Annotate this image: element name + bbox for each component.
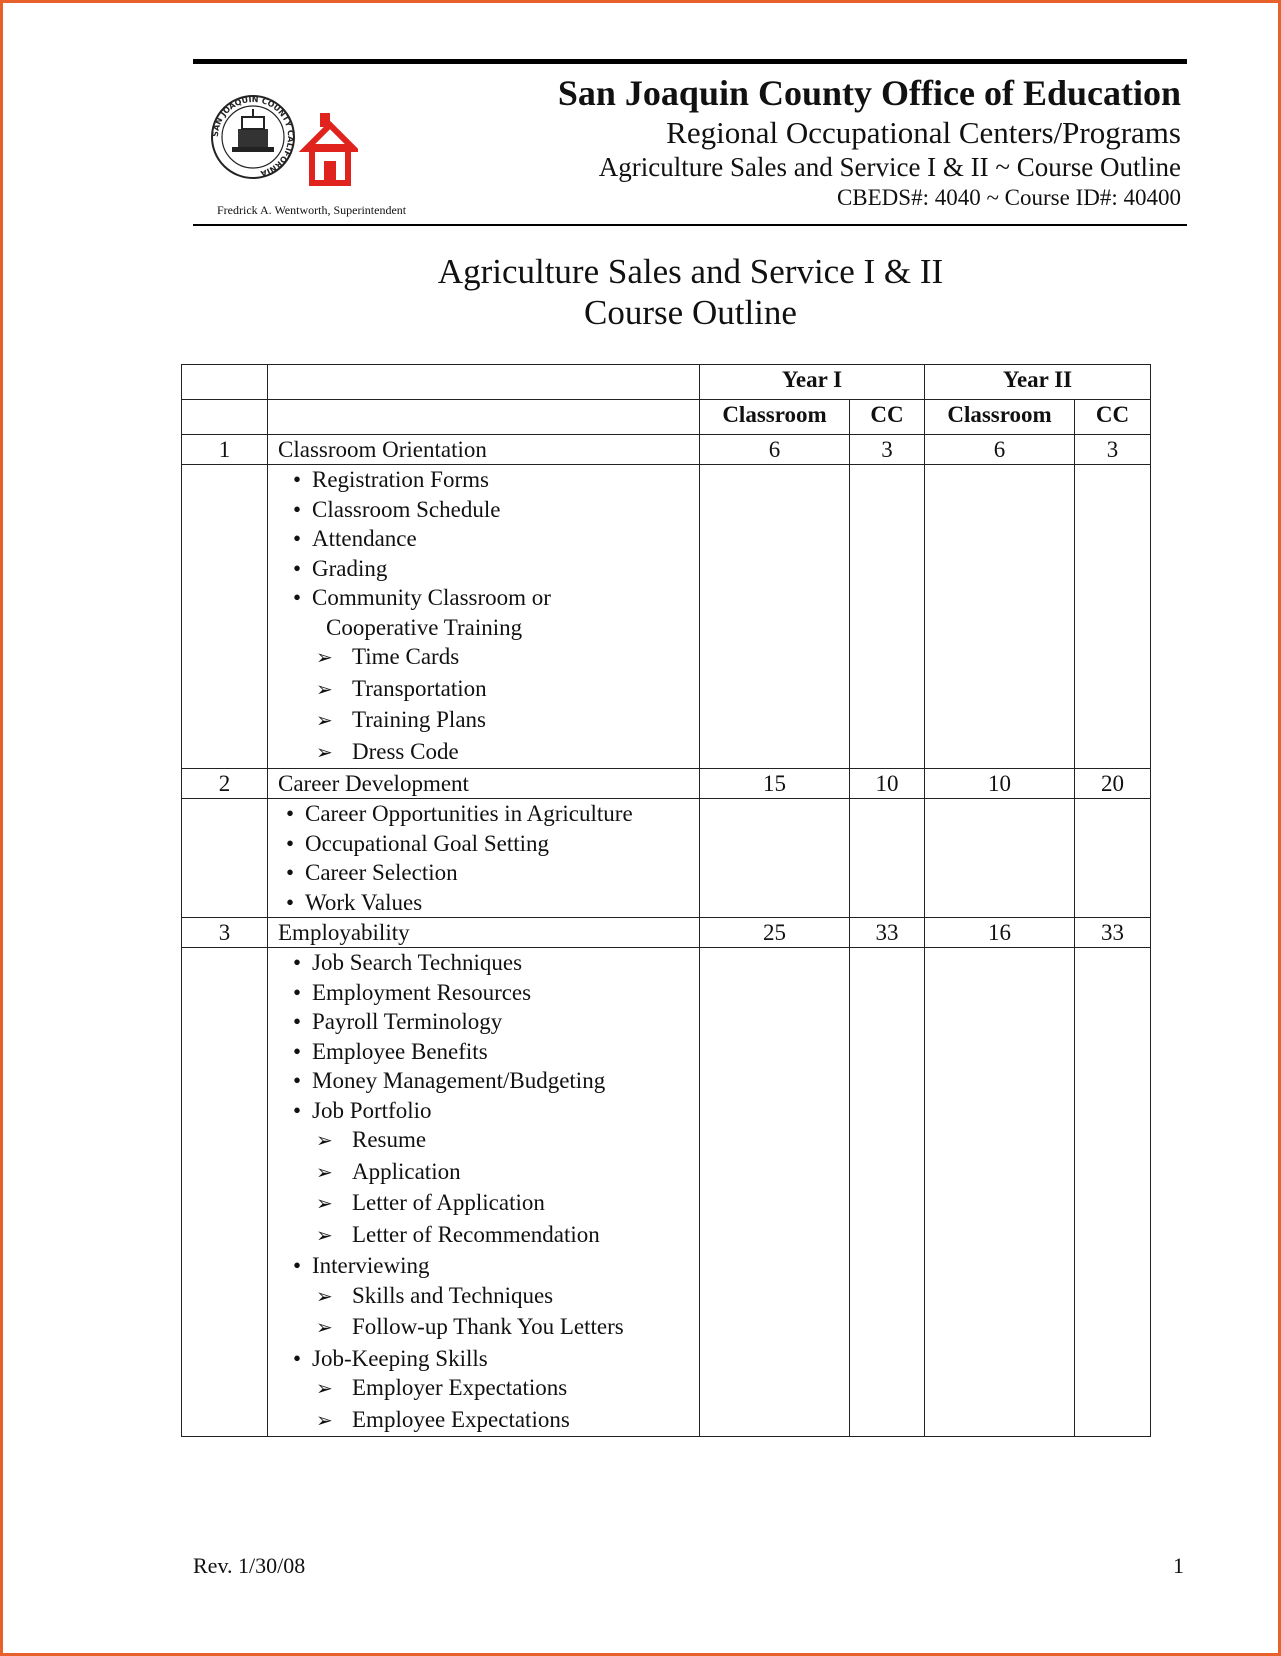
header-bottom-rule (193, 224, 1187, 226)
list-item (268, 554, 699, 584)
topic-list-cell (268, 465, 700, 769)
bullet-icon: • (292, 950, 302, 975)
section-topics-row (182, 948, 1151, 1437)
empty-cell (925, 948, 1075, 1437)
sub-list-item (268, 1157, 699, 1189)
empty-cell (700, 948, 850, 1437)
topic-list-cell (268, 948, 700, 1437)
empty-cell (700, 799, 850, 918)
list-item (268, 1251, 699, 1281)
section-topics-row (182, 465, 1151, 769)
item-text: Career Opportunities in Agriculture (305, 801, 633, 826)
course-outline-table (181, 364, 1151, 1437)
section-title: Classroom Orientation (268, 435, 700, 465)
list-item (268, 1037, 699, 1067)
course-ids: CBEDS#: 4040 ~ Course ID#: 40400 (836, 185, 1181, 210)
revision-date: Rev. 1/30/08 (193, 1553, 306, 1578)
empty-cell (1075, 948, 1151, 1437)
item-text: Payroll Terminology (312, 1009, 503, 1034)
page-number: 1 (1173, 1553, 1184, 1578)
y2-cc-hours: 3 (1075, 435, 1151, 465)
topic-list (268, 948, 699, 1436)
item-text: Community Classroom or (312, 585, 551, 610)
item-text: Resume (352, 1127, 427, 1152)
bullet-icon: • (292, 526, 302, 551)
y2-cc-hours: 33 (1075, 918, 1151, 948)
sub-list-item (268, 1405, 699, 1437)
sub-list-item (268, 1220, 699, 1252)
year-1-header: Year I (700, 365, 925, 400)
sub-list-item (268, 737, 699, 769)
empty-cell (925, 465, 1075, 769)
year-header-row (182, 365, 1151, 400)
list-item (268, 1007, 699, 1037)
arrow-bullet-icon: ➢ (316, 1224, 333, 1247)
year-2-header: Year II (925, 365, 1151, 400)
item-text: Employment Resources (312, 979, 532, 1005)
item-text: Money Management/Budgeting (312, 1068, 606, 1093)
outline-body (182, 435, 1151, 1437)
y2-classroom-header: Classroom (925, 400, 1075, 435)
y2-classroom-hours: 16 (925, 918, 1075, 948)
sub-list-item (268, 1281, 699, 1313)
sub-list-item (268, 705, 699, 737)
item-text: Transportation (352, 675, 487, 701)
item-text: Employer Expectations (352, 1375, 568, 1400)
item-text: Letter of Application (352, 1190, 545, 1215)
sub-list-item (268, 1125, 699, 1157)
section-topics-row (182, 799, 1151, 918)
column-header-row (182, 400, 1151, 435)
arrow-bullet-icon: ➢ (316, 1193, 333, 1215)
topic-list (268, 465, 699, 768)
y1-cc-hours: 33 (850, 918, 925, 948)
empty-cell (182, 948, 268, 1437)
bullet-icon: • (292, 1009, 302, 1034)
program-name: Regional Occupational Centers/Programs (666, 115, 1181, 150)
empty-cell (182, 465, 268, 769)
arrow-bullet-icon: ➢ (316, 1161, 333, 1184)
item-text: Application (352, 1158, 461, 1184)
title-line-1: Agriculture Sales and Service I & II (437, 252, 944, 291)
arrow-bullet-icon: ➢ (316, 1317, 333, 1339)
empty-cell (182, 799, 268, 918)
bullet-icon: • (292, 1345, 302, 1371)
bullet-icon: • (292, 467, 302, 492)
arrow-bullet-icon: ➢ (316, 710, 333, 732)
y2-cc-hours: 20 (1075, 769, 1151, 799)
list-item (268, 799, 699, 829)
empty-cell (925, 799, 1075, 918)
bullet-icon: • (292, 585, 302, 610)
section-title: Career Development (268, 769, 700, 799)
bullet-icon: • (285, 889, 295, 915)
item-text: Follow-up Thank You Letters (352, 1314, 624, 1339)
arrow-bullet-icon: ➢ (316, 647, 333, 669)
sub-list-item (268, 642, 699, 674)
bullet-icon: • (292, 1038, 302, 1064)
sub-list-item (268, 1312, 699, 1344)
arrow-bullet-icon: ➢ (316, 1409, 333, 1432)
y1-classroom-hours: 25 (700, 918, 850, 948)
section-number: 1 (182, 435, 268, 465)
section-row (182, 918, 1151, 948)
list-item (268, 948, 699, 978)
empty-cell (1075, 465, 1151, 769)
empty-cell (700, 465, 850, 769)
empty-cell (850, 465, 925, 769)
item-text: Training Plans (352, 707, 486, 732)
sub-list-item (268, 1373, 699, 1405)
bullet-icon: • (292, 1097, 302, 1123)
bullet-icon: • (292, 1253, 302, 1278)
list-item (268, 858, 699, 888)
y1-cc-header: CC (850, 400, 925, 435)
y1-cc-hours: 3 (850, 435, 925, 465)
header-top-rule (193, 59, 1187, 64)
superintendent-name: Fredrick A. Wentworth, Superintendent (217, 203, 407, 217)
list-item (268, 583, 699, 642)
empty-cell (850, 948, 925, 1437)
sub-list-item (268, 1188, 699, 1220)
y1-classroom-hours: 15 (700, 769, 850, 799)
arrow-bullet-icon: ➢ (316, 1285, 333, 1308)
list-item (268, 829, 699, 859)
list-item (268, 1096, 699, 1126)
empty-cell (850, 799, 925, 918)
arrow-bullet-icon: ➢ (316, 1378, 333, 1400)
item-text: Occupational Goal Setting (305, 830, 549, 856)
item-text: Employee Expectations (352, 1406, 570, 1432)
county-seal-logo-icon (208, 87, 358, 197)
item-text: Career Selection (305, 860, 458, 885)
item-text: Job Portfolio (312, 1097, 432, 1123)
item-text: Attendance (312, 526, 417, 551)
list-item (268, 495, 699, 525)
sub-list-item (268, 674, 699, 706)
list-item (268, 465, 699, 495)
item-text: Skills and Techniques (352, 1282, 554, 1308)
document-title (3, 251, 1281, 333)
list-item (268, 888, 699, 918)
course-outline-name: Agriculture Sales and Service I & II ~ Course Outline (598, 152, 1181, 182)
bullet-icon: • (285, 801, 295, 826)
item-text: Work Values (305, 889, 423, 915)
item-text: Employee Benefits (312, 1038, 488, 1064)
bullet-icon: • (285, 860, 295, 885)
y1-cc-hours: 10 (850, 769, 925, 799)
y2-classroom-hours: 10 (925, 769, 1075, 799)
item-text: Grading (312, 555, 388, 581)
title-line-2: Course Outline (584, 293, 797, 332)
letterhead-block (558, 75, 1181, 209)
y2-cc-header: CC (1075, 400, 1151, 435)
y2-classroom-hours: 6 (925, 435, 1075, 465)
arrow-bullet-icon: ➢ (316, 678, 333, 701)
y1-classroom-hours: 6 (700, 435, 850, 465)
bullet-icon: • (292, 1068, 302, 1093)
section-number: 2 (182, 769, 268, 799)
item-text-continued: Cooperative Training (326, 614, 523, 640)
section-row (182, 769, 1151, 799)
item-text: Interviewing (312, 1253, 430, 1278)
section-title: Employability (268, 918, 700, 948)
topic-list-cell (268, 799, 700, 918)
section-number: 3 (182, 918, 268, 948)
list-item (268, 524, 699, 554)
item-text: Registration Forms (312, 467, 489, 492)
list-item (268, 978, 699, 1008)
organization-name: San Joaquin County Office of Education (557, 73, 1181, 113)
item-text: Job Search Techniques (312, 950, 523, 975)
empty-cell (1075, 799, 1151, 918)
item-text: Classroom Schedule (312, 496, 501, 522)
list-item (268, 1344, 699, 1374)
bullet-icon: • (292, 496, 302, 522)
y1-classroom-header: Classroom (700, 400, 850, 435)
list-item (268, 1066, 699, 1096)
section-row (182, 435, 1151, 465)
item-text: Letter of Recommendation (352, 1221, 600, 1247)
bullet-icon: • (292, 979, 302, 1005)
topic-list (268, 799, 699, 917)
bullet-icon: • (285, 830, 295, 856)
arrow-bullet-icon: ➢ (316, 741, 333, 764)
item-text: Time Cards (352, 644, 460, 669)
item-text: Dress Code (352, 738, 459, 764)
bullet-icon: • (292, 555, 302, 581)
seal-text: SAN JOAQUIN COUNTY CALIFORNIA (210, 94, 296, 179)
item-text: Job-Keeping Skills (312, 1345, 488, 1371)
arrow-bullet-icon: ➢ (316, 1130, 333, 1152)
